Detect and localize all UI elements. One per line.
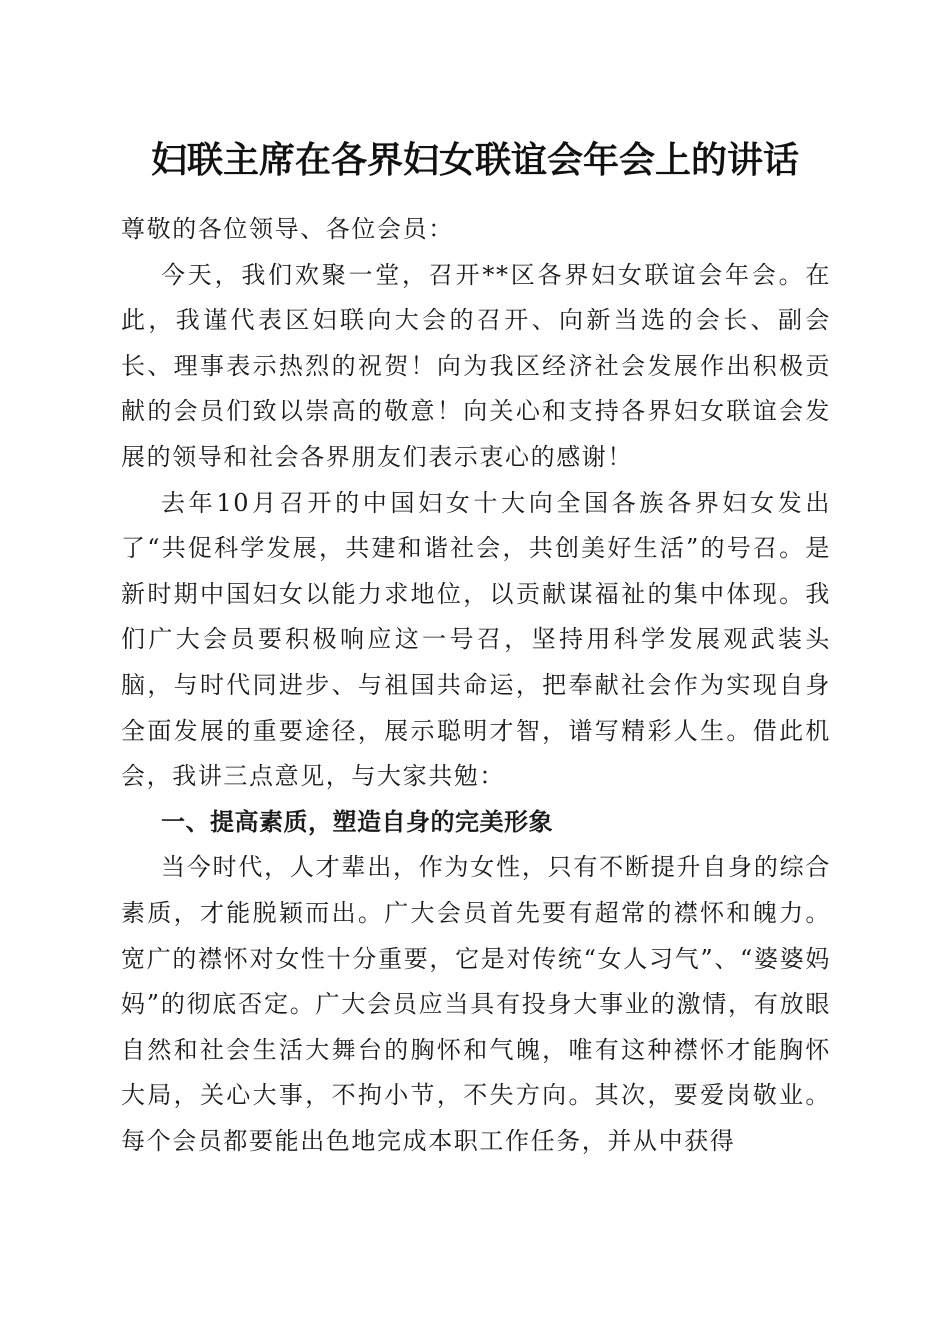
paragraph-opening: 今天，我们欢聚一堂，召开**区各界妇女联谊会年会。在此，我谨代表区妇联向大会的召开、向新当选的会长、副会长、理事表示热烈的祝贺！向为我区经济社会发展作出积极贡献的会员们致以崇高的敬意！向关心和支持各界妇女联谊会发展的领导和社会各界朋友们表示衷心的感谢！ <box>121 260 831 471</box>
section-heading: 一、提高素质，塑造自身的完美形象 <box>161 807 553 836</box>
document-body <box>121 207 831 1164</box>
paragraph-context: 去年10月召开的中国妇女十大向全国各族各界妇女发出了“共促科学发展，共建和谐社会，共创美好生活”的号召。是新时期中国妇女以能力求地位，以贡献谋福祉的集中体现。我们广大会员要积极响应这一号召，坚持用科学发展观武装头脑，与时代同进步、与祖国共命运，把奉献社会作为实现自身全面发展的重要途径，展示聪明才智，谱写精彩人生。借此机会，我讲三点意见，与大家共勉： <box>121 488 831 791</box>
salutation: 尊敬的各位领导、各位会员： <box>121 215 454 243</box>
document-title: 妇联主席在各界妇女联谊会年会上的讲话 <box>150 139 799 181</box>
paragraph-section-one: 当今时代，人才辈出，作为女性，只有不断提升自身的综合素质，才能脱颖而出。广大会员首先要有超常的襟怀和魄力。宽广的襟怀对女性十分重要，它是对传统“女人习气”、“婆婆妈妈”的彻底否定。广大会员应当具有投身大事业的激情，有放眼自然和社会生活大舞台的胸怀和气魄，唯有这种襟怀才能胸怀大局，关心大事，不拘小节，不失方向。其次，要爱岗敬业。每个会员都要能出色地完成本职工作任务，并从中获得 <box>121 853 831 1155</box>
